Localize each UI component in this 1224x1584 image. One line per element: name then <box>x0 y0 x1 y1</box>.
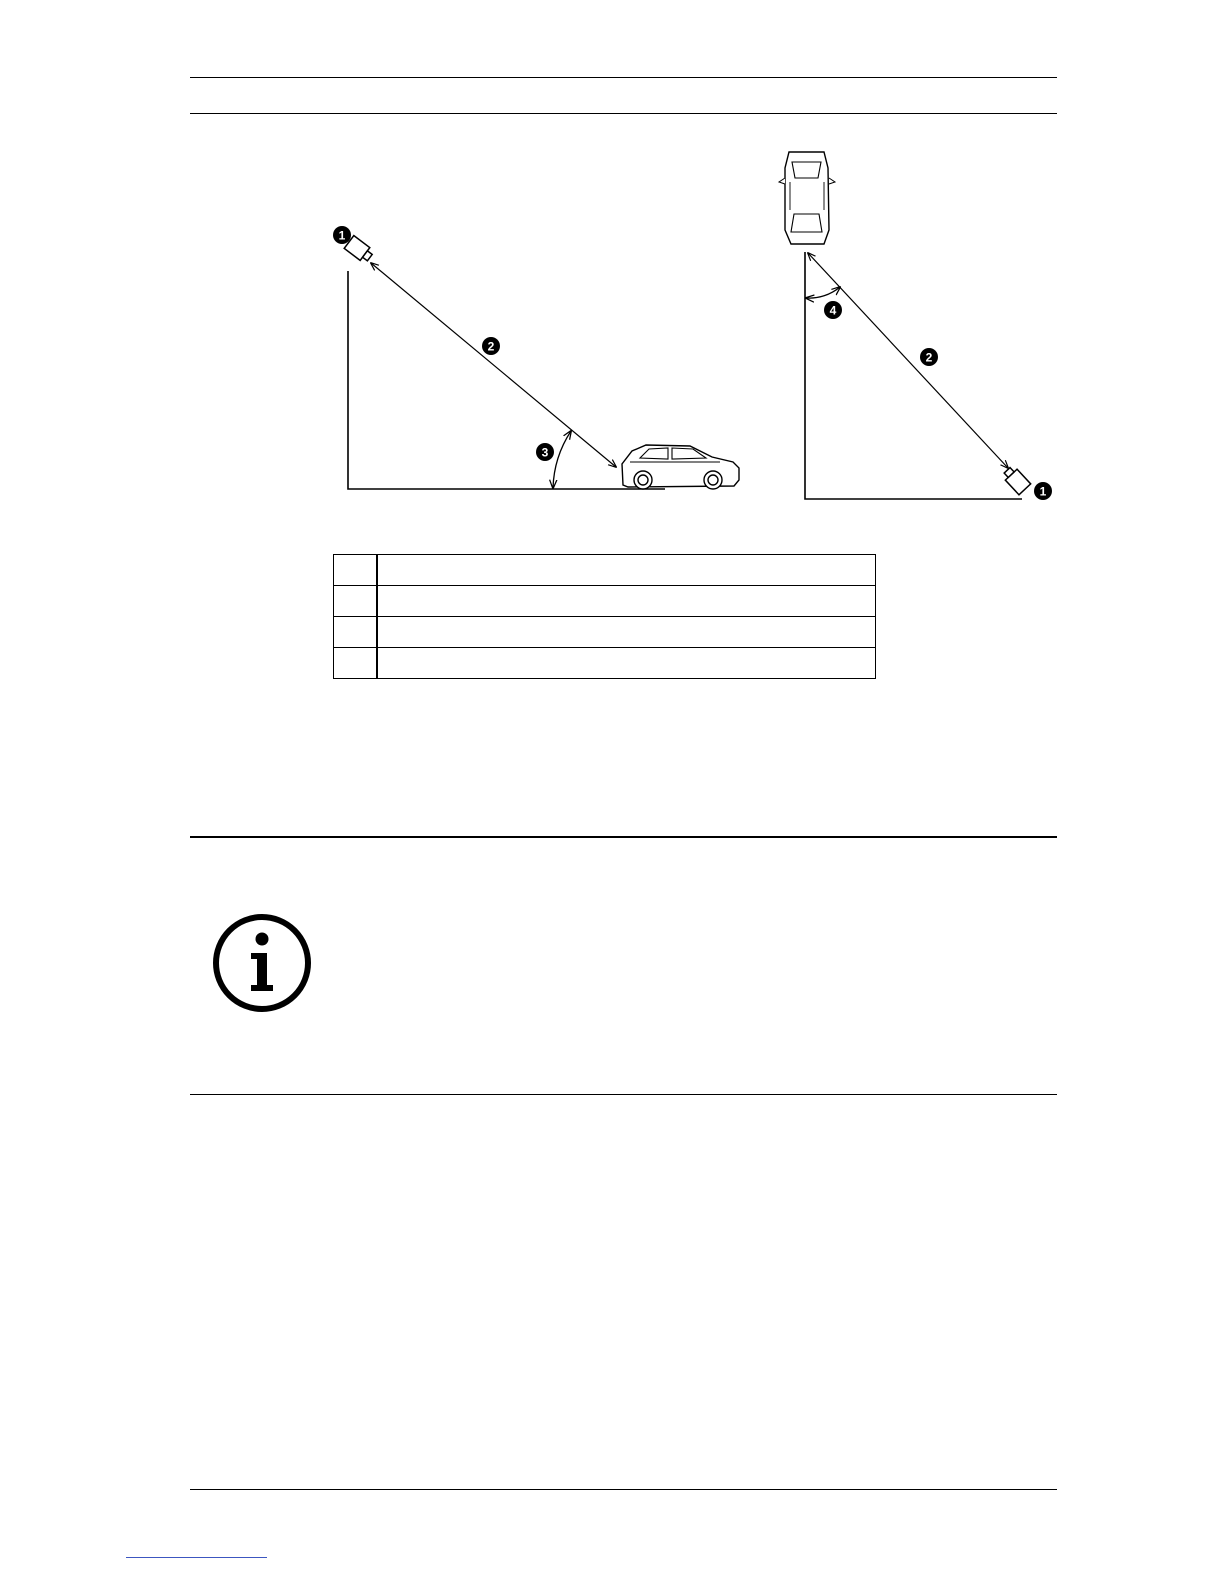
table-row <box>334 555 876 586</box>
legend-table <box>333 554 876 679</box>
legend-number <box>334 555 378 586</box>
legend-number <box>334 648 378 679</box>
car-side-icon <box>622 445 739 489</box>
legend-description <box>377 555 876 586</box>
tilt-angle-arc <box>553 431 571 488</box>
distance-line <box>371 263 616 467</box>
notice-rule-top <box>190 836 1057 838</box>
svg-text:2: 2 <box>487 339 495 354</box>
legend-description <box>377 648 876 679</box>
legend-number <box>334 586 378 617</box>
svg-text:2: 2 <box>925 350 933 365</box>
svg-text:1: 1 <box>338 228 346 243</box>
table-row <box>334 617 876 648</box>
footer-link-underline[interactable] <box>126 1557 267 1558</box>
legend-description <box>377 617 876 648</box>
side-view-baseline <box>348 271 665 489</box>
callout-right-camera <box>1034 482 1052 500</box>
table-row <box>334 586 876 617</box>
callout-tilt-angle <box>536 443 554 461</box>
top-view <box>779 152 1052 500</box>
footer-rule <box>190 1489 1057 1490</box>
svg-text:4: 4 <box>829 303 837 318</box>
callout-left-distance <box>482 337 500 355</box>
legend-description <box>377 586 876 617</box>
callout-left-camera <box>333 226 351 244</box>
legend-number <box>334 617 378 648</box>
svg-text:1: 1 <box>1039 484 1047 499</box>
table-row <box>334 648 876 679</box>
pan-angle-arc <box>806 287 840 298</box>
svg-text:3: 3 <box>541 445 549 460</box>
car-top-icon <box>779 152 835 244</box>
info-icon <box>211 912 313 1014</box>
callout-right-distance <box>920 348 938 366</box>
distance-line <box>808 253 1008 468</box>
camera-icon <box>1001 465 1030 495</box>
callout-pan-angle <box>824 301 842 319</box>
camera-placement-diagram <box>0 0 1224 540</box>
notice-rule-bottom <box>190 1094 1057 1095</box>
side-view <box>333 226 739 489</box>
